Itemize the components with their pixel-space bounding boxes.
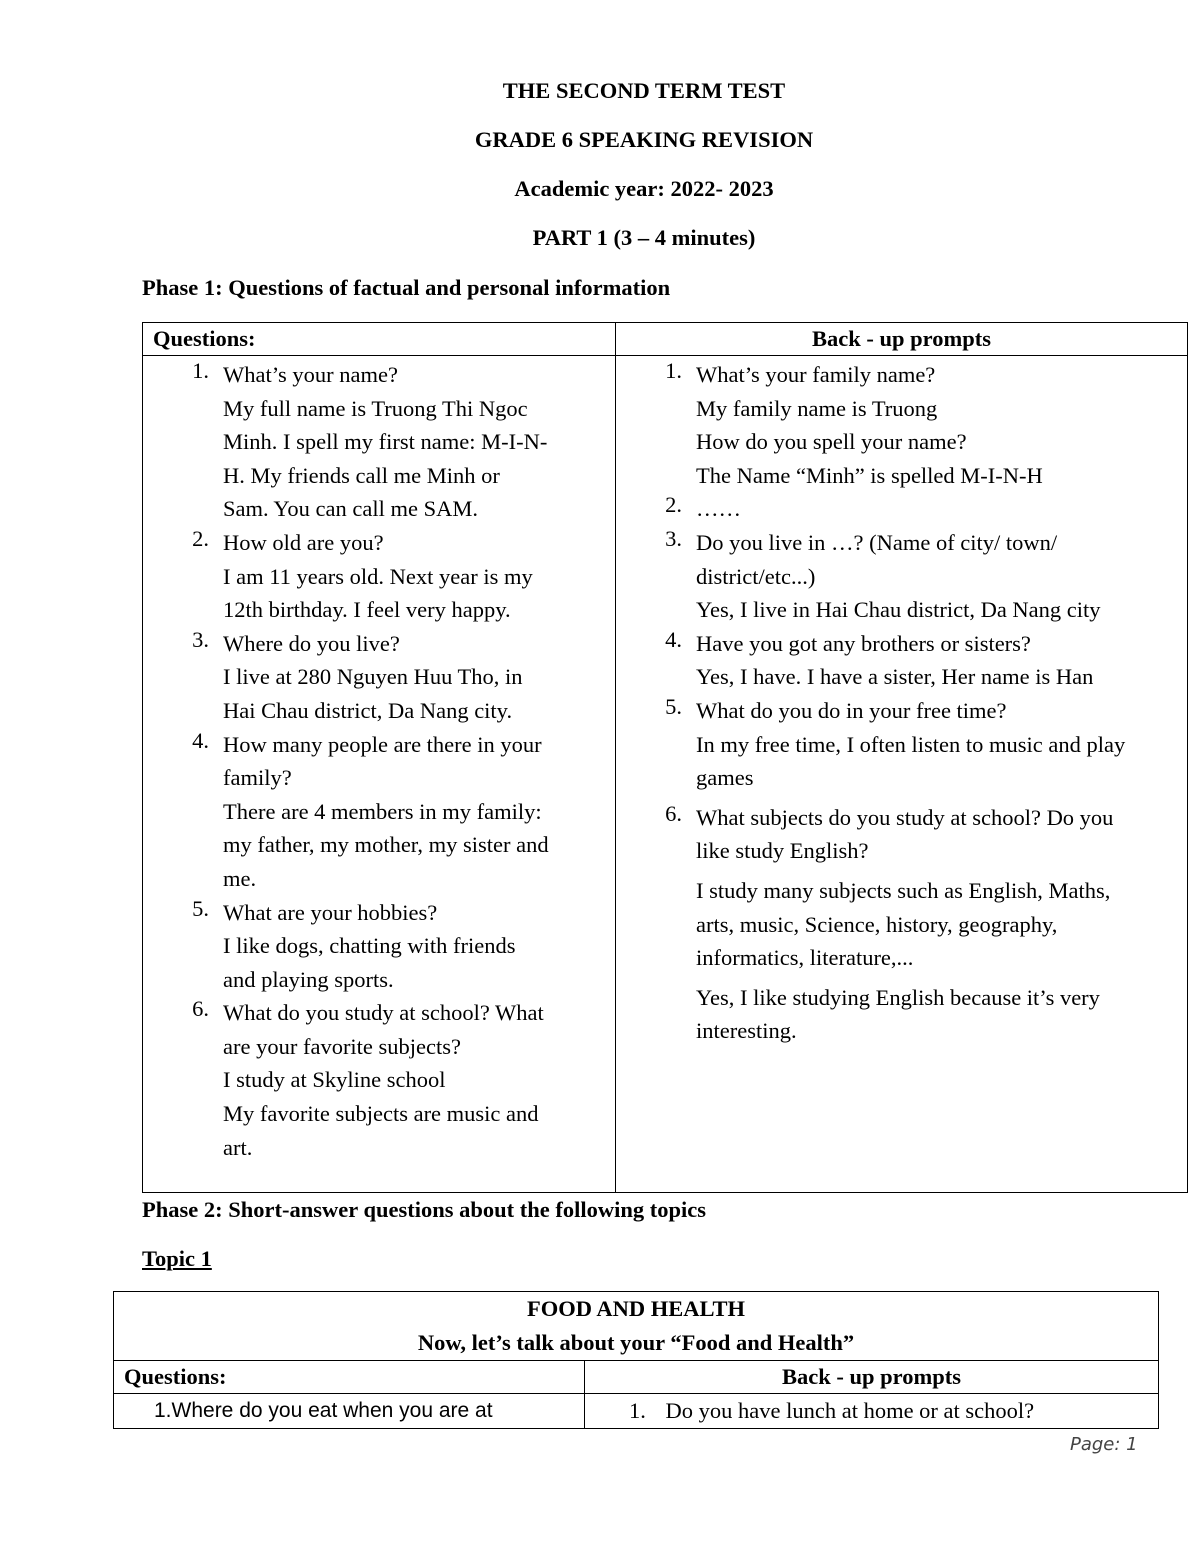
item-line: What are your hobbies? bbox=[223, 899, 438, 925]
item-line: In my free time, I often listen to music and play bbox=[696, 731, 1126, 757]
topic-heading: Topic 1 bbox=[142, 1246, 212, 1271]
list-item bbox=[616, 526, 1187, 627]
food-health-subtitle: Now, let’s talk about your “Food and Health” bbox=[417, 1330, 855, 1355]
phase2-title: Phase 2: Short-answer questions about the following topics bbox=[142, 1197, 707, 1222]
item-number: 5. bbox=[665, 693, 682, 719]
part-heading: PART 1 (3 – 4 minutes) bbox=[532, 225, 756, 250]
prompts-list bbox=[616, 356, 1187, 1048]
phase1-table bbox=[142, 322, 1188, 1193]
item-line: like study English? bbox=[696, 838, 869, 864]
list-item bbox=[143, 728, 615, 896]
food-health-table bbox=[113, 1291, 1159, 1429]
item-line: district/etc...) bbox=[696, 563, 816, 589]
item-line: …… bbox=[696, 496, 741, 522]
item-line: I am 11 years old. Next year is my bbox=[223, 563, 533, 589]
list-item bbox=[143, 526, 615, 627]
list-item bbox=[616, 801, 1187, 1048]
item-line: 12th birthday. I feel very happy. bbox=[223, 597, 511, 623]
item-line: How do you spell your name? bbox=[696, 429, 967, 455]
item-line: My full name is Truong Thi Ngoc bbox=[223, 395, 528, 421]
item-number: 3. bbox=[192, 626, 209, 652]
food-health-title-cell bbox=[114, 1292, 1159, 1361]
item-line: Hai Chau district, Da Nang city. bbox=[223, 697, 513, 723]
list-item bbox=[616, 492, 1187, 526]
item-line: What do you do in your free time? bbox=[696, 697, 1007, 723]
questions-list bbox=[143, 356, 615, 1164]
item-line: I study at Skyline school bbox=[223, 1067, 446, 1093]
item-line: My favorite subjects are music and bbox=[223, 1101, 539, 1127]
food-health-title: FOOD AND HEALTH bbox=[527, 1296, 745, 1321]
item-line: family? bbox=[223, 765, 292, 791]
row1-question: 1.Where do you eat when you are at bbox=[114, 1394, 585, 1429]
item-line: informatics, literature,... bbox=[696, 945, 914, 971]
item-line: What’s your family name? bbox=[696, 362, 936, 387]
item-line: Minh. I spell my first name: M-I-N- bbox=[223, 429, 548, 455]
item-line: I live at 280 Nguyen Huu Tho, in bbox=[223, 664, 523, 690]
list-item bbox=[616, 627, 1187, 694]
item-number: 6. bbox=[192, 996, 209, 1022]
item-number: 4. bbox=[192, 727, 209, 753]
questions-header: Questions: bbox=[143, 323, 616, 356]
prompts-header: Back - up prompts bbox=[616, 323, 1188, 356]
item-line: me. bbox=[223, 865, 257, 891]
item-line: H. My friends call me Minh or bbox=[223, 462, 500, 488]
item-line: My family name is Truong bbox=[696, 395, 938, 421]
item-number: 4. bbox=[665, 626, 682, 652]
item-line: What subjects do you study at school? Do you bbox=[696, 804, 1114, 830]
item-line: art. bbox=[223, 1134, 253, 1160]
item-line: How many people are there in your bbox=[223, 731, 542, 757]
item-line: What do you study at school? What bbox=[223, 1000, 544, 1026]
item-line: Where do you live? bbox=[223, 630, 400, 656]
row1-prompt-num: 1. bbox=[629, 1398, 646, 1423]
item-line: and playing sports. bbox=[223, 966, 394, 992]
item-line: games bbox=[696, 765, 754, 791]
item-number: 2. bbox=[192, 525, 209, 551]
list-item bbox=[616, 358, 1187, 492]
item-line: Yes, I have. I have a sister, Her name is Han bbox=[696, 664, 1094, 690]
list-item bbox=[616, 694, 1187, 795]
item-line: The Name “Minh” is spelled M-I-N-H bbox=[696, 462, 1043, 488]
list-item bbox=[143, 996, 615, 1164]
item-line: are your favorite subjects? bbox=[223, 1033, 462, 1059]
item-line: I like dogs, chatting with friends bbox=[223, 933, 516, 959]
doc-subtitle: GRADE 6 SPEAKING REVISION bbox=[474, 127, 814, 152]
item-number: 6. bbox=[665, 800, 682, 826]
prompts-header-2: Back - up prompts bbox=[585, 1361, 1159, 1394]
item-number: 5. bbox=[192, 895, 209, 921]
questions-cell bbox=[143, 356, 616, 1193]
item-line: There are 4 members in my family: bbox=[223, 798, 542, 824]
item-line: arts, music, Science, history, geography, bbox=[696, 911, 1058, 937]
academic-year: Academic year: 2022- 2023 bbox=[514, 176, 774, 201]
list-item bbox=[143, 627, 615, 728]
item-line: Do you live in …? (Name of city/ town/ bbox=[696, 529, 1058, 555]
item-line: my father, my mother, my sister and bbox=[223, 832, 549, 858]
prompts-cell bbox=[616, 356, 1188, 1193]
phase1-title: Phase 1: Questions of factual and personal information bbox=[142, 275, 671, 300]
item-line: How old are you? bbox=[223, 529, 384, 555]
item-line: Yes, I like studying English because it’s very bbox=[696, 984, 1100, 1010]
item-line: Have you got any brothers or sisters? bbox=[696, 630, 1031, 656]
questions-header-2: Questions: bbox=[114, 1361, 585, 1394]
item-number: 2. bbox=[665, 492, 682, 518]
row1-prompt: Do you have lunch at home or at school? bbox=[665, 1398, 1035, 1423]
item-line: What’s your name? bbox=[223, 362, 398, 387]
item-number: 1. bbox=[192, 358, 209, 383]
item-line: Yes, I live in Hai Chau district, Da Nang city bbox=[696, 597, 1101, 623]
list-item bbox=[143, 358, 615, 526]
page-number: Page: 1 bbox=[1070, 1434, 1138, 1455]
item-line: interesting. bbox=[696, 1018, 797, 1044]
list-item bbox=[143, 896, 615, 997]
row1-prompt-cell bbox=[585, 1394, 1159, 1429]
item-line: I study many subjects such as English, Maths, bbox=[696, 877, 1111, 903]
item-number: 3. bbox=[665, 525, 682, 551]
doc-title: THE SECOND TERM TEST bbox=[502, 78, 786, 103]
item-line: Sam. You can call me SAM. bbox=[223, 496, 478, 522]
item-number: 1. bbox=[665, 358, 682, 383]
